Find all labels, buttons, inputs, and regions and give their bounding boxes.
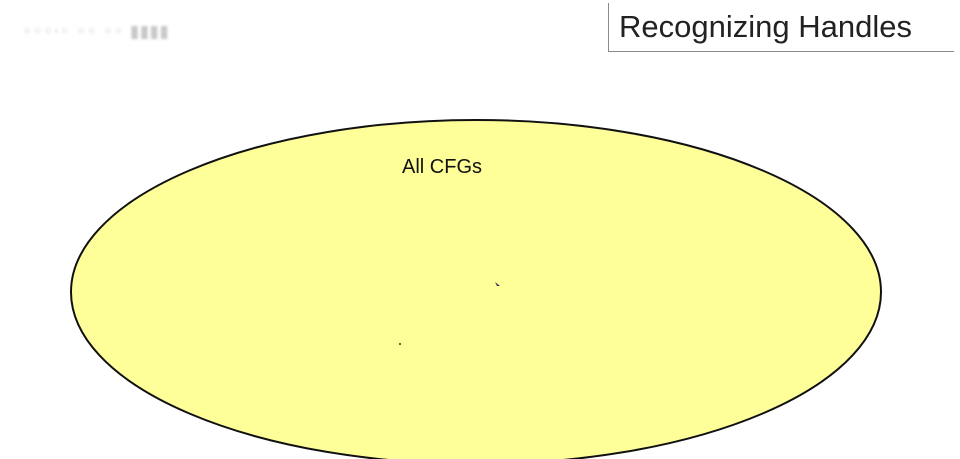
small-dot [399, 343, 401, 345]
logo-watermark: ◦◦◦·◦ ◦◦ ◦◦ ▮▮▮▮ [22, 22, 170, 42]
slide-title: Recognizing Handles [619, 9, 912, 44]
all-cfgs-label: All CFGs [402, 156, 482, 178]
